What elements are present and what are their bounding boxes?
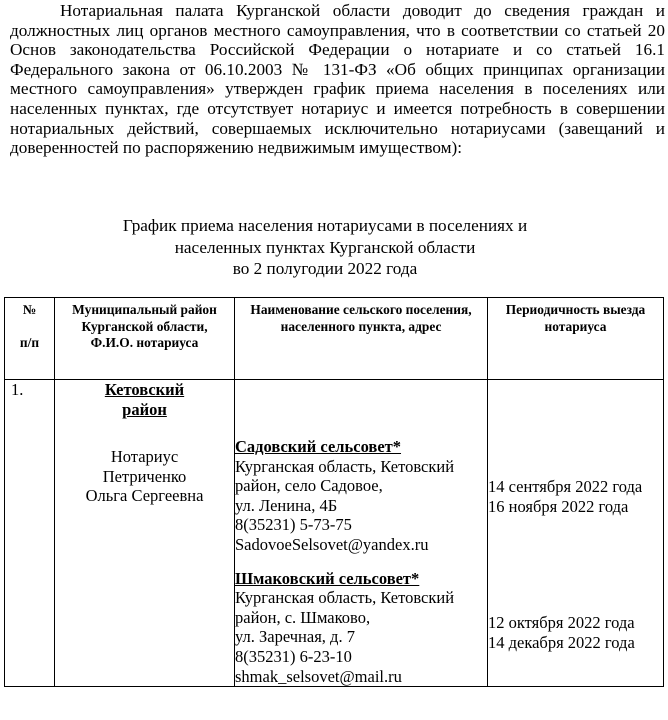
- header-num-symbol: №: [22, 302, 37, 317]
- title-line-1: График приема населения нотариусами в поселениях и: [122, 216, 528, 235]
- settlement-address: Курганская область, Кетовский: [235, 588, 455, 608]
- visit-date: 12 октября 2022 года: [488, 613, 635, 633]
- intro-paragraph: Нотариальная палата Курганской области доводит до сведения граждан и должностных лиц органов местного самоуправления, что в соответствии со статьей 20 Основ законодательства Российской Федерации о нотариате и со статьей 16.1 Федерального закона от 06.10.2003 № 131-ФЗ «Об общих принципах организации местного самоуправления» утвержден график приема населения в поселениях или населенных пунктах, где отсутствует нотариус и имеется потребность в совершении нотариальных действий, совершаемых исключительно нотариусами (завещаний и доверенностей по распоряжению недвижимым имуществом):: [10, 1, 665, 158]
- schedule-table: [4, 297, 664, 687]
- table-row: [5, 380, 664, 687]
- settlement-address: ул. Заречная, д. 7: [235, 627, 355, 647]
- header-num-pp: п/п: [19, 334, 40, 350]
- visit-date: 14 сентября 2022 года: [488, 477, 643, 496]
- settlement-address: ул. Ленина, 4Б: [235, 495, 338, 515]
- district-cell: [55, 380, 235, 687]
- settlement-address: район, с. Шмаково,: [235, 607, 371, 627]
- schedule-title: [0, 215, 650, 280]
- settlement-email: SadovoeSelsovet@yandex.ru: [235, 534, 429, 554]
- notary-given-names: Ольга Сергеевна: [85, 486, 204, 506]
- settlement-address: Курганская область, Кетовский: [235, 456, 455, 476]
- district-name: Кетовский: [104, 380, 185, 399]
- visit-date: 14 декабря 2022 года: [488, 632, 635, 652]
- header-num: [5, 298, 55, 380]
- table-header-row: [5, 298, 664, 380]
- settlement-email: shmak_selsovet@mail.ru: [235, 666, 402, 686]
- settlement-name: Садовский сельсовет*: [235, 437, 402, 456]
- settlement-name: Шмаковский сельсовет*: [235, 568, 420, 588]
- settlement-phone: 8(35231) 6-23-10: [235, 646, 352, 666]
- row-number: 1.: [5, 380, 55, 687]
- settlement-phone: 8(35231) 5-73-75: [235, 515, 352, 535]
- dates-cell: [488, 380, 664, 687]
- notary-title: Нотариус: [110, 447, 179, 467]
- notary-surname: Петриченко: [102, 466, 187, 486]
- title-line-2: населенных пунктах Курганской области: [174, 237, 476, 257]
- header-period: Периодичность выезда нотариуса: [488, 298, 664, 380]
- header-settlement: Наименование сельского поселения, населенного пункта, адрес: [235, 298, 488, 380]
- district-name-suffix: район: [122, 399, 167, 419]
- settlement-address: район, село Садовое,: [235, 476, 383, 496]
- title-line-3: во 2 полугодии 2022 года: [232, 259, 418, 278]
- settlement-cell: [235, 380, 488, 687]
- visit-date: 16 ноября 2022 года: [488, 496, 629, 516]
- header-district: Муниципальный район Курганской области, Ф.И.О. нотариуса: [55, 298, 235, 380]
